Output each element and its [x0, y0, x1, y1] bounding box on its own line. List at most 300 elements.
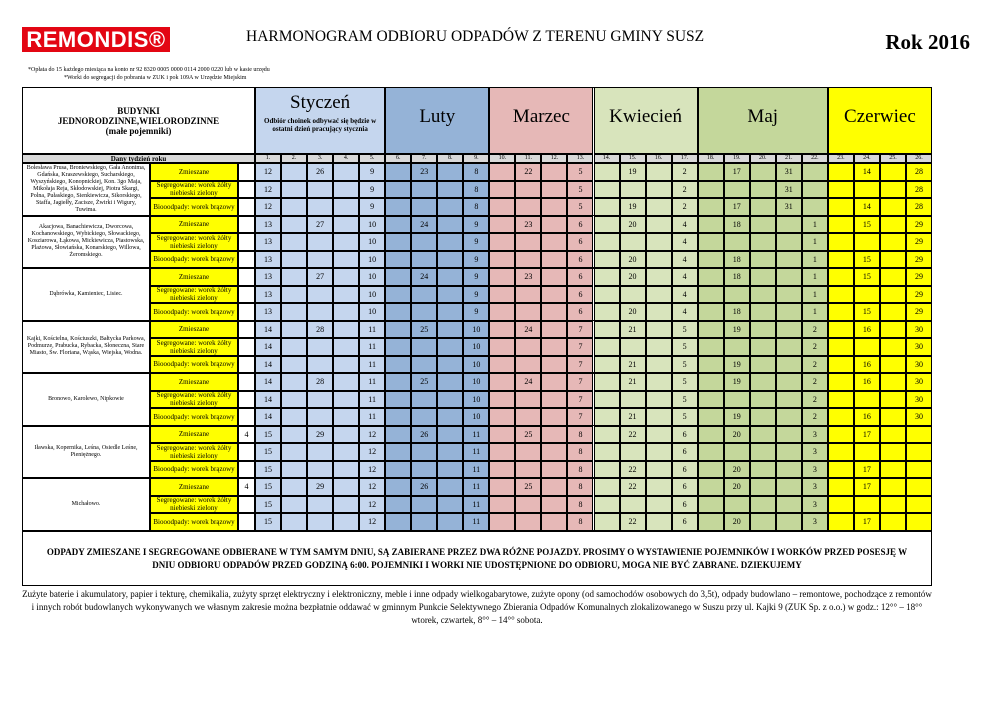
pickup-day: 20	[620, 251, 646, 269]
pickup-day	[750, 426, 776, 444]
pickup-day	[750, 496, 776, 514]
pickup-day	[411, 443, 437, 461]
pickup-day	[750, 408, 776, 426]
pickup-day: 8	[463, 181, 489, 199]
pickup-day	[646, 216, 672, 234]
pickup-day: 20	[620, 216, 646, 234]
pickup-day: 30	[906, 408, 932, 426]
pickup-day: 10	[463, 408, 489, 426]
pickup-day: 14	[255, 408, 281, 426]
group-streets: Kajki, Kościelna, Kościuszki, Bałtycka Parkowa, Podmurze, Prabucka, Rybacka, Słoneczna, Stare Miasto, Św. Floriana, Wąska, Wiejska, Wodna.	[22, 321, 150, 374]
pickup-day: 18	[724, 303, 750, 321]
pickup-day	[620, 443, 646, 461]
month-name: Czerwiec	[844, 106, 916, 127]
pickup-day: 13	[255, 303, 281, 321]
group-streets: Dąbrówka, Kamieniec, Lisiec.	[22, 268, 150, 321]
week-1-cell	[238, 356, 255, 374]
week-1-cell	[238, 233, 255, 251]
pickup-day	[776, 268, 802, 286]
pickup-day	[750, 321, 776, 339]
pickup-day: 8	[567, 496, 593, 514]
pickup-day	[437, 181, 463, 199]
pickup-day	[437, 513, 463, 531]
week-number: 7.	[411, 154, 437, 163]
pickup-day	[489, 461, 515, 479]
pickup-day: 12	[359, 443, 385, 461]
pickup-day: 9	[359, 181, 385, 199]
pickup-day	[854, 286, 880, 304]
pickup-day	[646, 268, 672, 286]
waste-type: Biooodpady: worek brązowy	[150, 461, 238, 479]
pickup-day	[437, 496, 463, 514]
pickup-day: 16	[854, 373, 880, 391]
group-streets: Akacjowa, Banachiewicza, Dworcowa, Kochanowskiego, Wybickiego, Słowackiego, Kosziarowa, Łąkowa, Mickiewicza, Piastowska, Plażowa, Słowiańska, Konarskiego, Willowa, Żeromskiego.	[22, 216, 150, 269]
pickup-day	[880, 426, 906, 444]
pickup-day: 2	[802, 373, 828, 391]
pickup-day	[281, 373, 307, 391]
pickup-day	[281, 461, 307, 479]
pickup-day	[776, 461, 802, 479]
pickup-day: 31	[776, 163, 802, 181]
pickup-day: 11	[463, 426, 489, 444]
pickup-day	[437, 478, 463, 496]
pickup-day	[620, 496, 646, 514]
pickup-day	[281, 303, 307, 321]
pickup-day	[698, 461, 724, 479]
pickup-day: 19	[724, 373, 750, 391]
pickup-day: 14	[255, 391, 281, 409]
pickup-day	[333, 373, 359, 391]
pickup-day	[750, 198, 776, 216]
pickup-day	[594, 338, 620, 356]
pickup-day	[880, 373, 906, 391]
pickup-day	[541, 216, 567, 234]
pickup-day	[385, 373, 411, 391]
pickup-day: 9	[463, 286, 489, 304]
pickup-day	[281, 496, 307, 514]
pickup-day	[698, 356, 724, 374]
pickup-day: 24	[411, 216, 437, 234]
pickup-day: 13	[255, 233, 281, 251]
pickup-day: 12	[359, 461, 385, 479]
pickup-day	[646, 198, 672, 216]
pickup-day	[333, 233, 359, 251]
pickup-day: 1	[802, 303, 828, 321]
pickup-day	[594, 496, 620, 514]
pickup-day	[776, 321, 802, 339]
pickup-day	[489, 443, 515, 461]
pickup-day	[411, 233, 437, 251]
month-header-5	[698, 87, 828, 154]
pickup-day	[620, 391, 646, 409]
waste-type: Biooodpady: worek brązowy	[150, 251, 238, 269]
pickup-day: 11	[359, 321, 385, 339]
week-1-cell	[238, 181, 255, 199]
pickup-day: 9	[463, 216, 489, 234]
pickup-day	[307, 233, 333, 251]
week-number: 15.	[620, 154, 646, 163]
pickup-day	[698, 268, 724, 286]
pickup-day: 17	[724, 198, 750, 216]
pickup-day	[906, 443, 932, 461]
pickup-day: 1	[802, 251, 828, 269]
pickup-day	[750, 478, 776, 496]
pickup-day	[385, 163, 411, 181]
pickup-day	[880, 356, 906, 374]
january-note: Odbiór choinek odbywać się będzie w ostatni dzień pracujący stycznia	[264, 117, 377, 133]
pickup-day	[385, 303, 411, 321]
schedule-table	[22, 87, 932, 532]
pickup-day	[828, 286, 854, 304]
pickup-day: 17	[854, 513, 880, 531]
week-1-cell	[238, 496, 255, 514]
pickup-day: 8	[567, 478, 593, 496]
pickup-day	[541, 496, 567, 514]
pickup-day: 2	[672, 181, 698, 199]
pickup-day	[489, 408, 515, 426]
pickup-day	[281, 356, 307, 374]
pickup-day: 6	[672, 478, 698, 496]
pickup-day: 17	[854, 461, 880, 479]
pickup-day: 10	[463, 338, 489, 356]
pickup-day	[698, 391, 724, 409]
pickup-day	[750, 251, 776, 269]
pickup-day	[828, 356, 854, 374]
month-header-2	[385, 87, 489, 154]
pickup-day	[541, 408, 567, 426]
pickup-day	[698, 286, 724, 304]
pickup-day	[333, 356, 359, 374]
pickup-day	[750, 181, 776, 199]
pickup-day	[489, 163, 515, 181]
pickup-day: 5	[567, 181, 593, 199]
pickup-day	[724, 181, 750, 199]
pickup-day	[594, 391, 620, 409]
pickup-day: 17	[854, 478, 880, 496]
pickup-day: 20	[724, 513, 750, 531]
pickup-day	[646, 478, 672, 496]
pickup-day	[541, 443, 567, 461]
pickup-day: 4	[672, 216, 698, 234]
pickup-day	[437, 233, 463, 251]
pickup-day	[333, 513, 359, 531]
pickup-day	[594, 513, 620, 531]
pickup-day	[776, 356, 802, 374]
pickup-day	[698, 513, 724, 531]
pickup-day	[411, 338, 437, 356]
pickup-day: 11	[359, 373, 385, 391]
pickup-day	[411, 303, 437, 321]
pickup-day: 13	[255, 216, 281, 234]
pickup-day	[828, 373, 854, 391]
pickup-day	[489, 198, 515, 216]
pickup-day: 29	[906, 286, 932, 304]
pickup-day	[437, 216, 463, 234]
pickup-day: 1	[802, 216, 828, 234]
pickup-day	[724, 233, 750, 251]
week-number: 20.	[750, 154, 776, 163]
pickup-day: 20	[724, 461, 750, 479]
week-number: 1.	[255, 154, 281, 163]
page-title: HARMONOGRAM ODBIORU ODPADÓW Z TERENU GMINY SUSZ	[246, 28, 705, 45]
pickup-day: 14	[854, 163, 880, 181]
pickup-day	[724, 391, 750, 409]
pickup-day: 14	[255, 373, 281, 391]
pickup-day: 1	[802, 233, 828, 251]
pickup-day	[646, 251, 672, 269]
pickup-day	[333, 216, 359, 234]
week-number: 12.	[541, 154, 567, 163]
pickup-day: 11	[463, 496, 489, 514]
pickup-day	[411, 513, 437, 531]
pickup-day: 10	[463, 356, 489, 374]
waste-type: Segregowane: worek żółty niebieski zielony	[150, 496, 238, 514]
pickup-day	[906, 478, 932, 496]
pickup-day	[646, 426, 672, 444]
pickup-day	[750, 391, 776, 409]
pickup-day: 12	[359, 426, 385, 444]
pickup-day	[489, 426, 515, 444]
pickup-day: 23	[515, 268, 541, 286]
pickup-day	[594, 216, 620, 234]
group-streets: Bronowo, Karolewo, Nipkowie	[22, 373, 150, 426]
pickup-day	[515, 513, 541, 531]
pickup-day	[750, 163, 776, 181]
year-label: Rok 2016	[885, 30, 970, 54]
pickup-day	[385, 356, 411, 374]
pickup-day	[541, 303, 567, 321]
pickup-day	[750, 461, 776, 479]
pickup-day: 26	[411, 426, 437, 444]
pickup-day: 5	[672, 408, 698, 426]
pickup-day	[698, 373, 724, 391]
pickup-day	[515, 356, 541, 374]
pickup-day	[489, 268, 515, 286]
pickup-day: 12	[255, 181, 281, 199]
pickup-day: 20	[620, 303, 646, 321]
pickup-day	[828, 443, 854, 461]
pickup-day: 14	[255, 321, 281, 339]
pickup-day: 6	[567, 216, 593, 234]
pickup-day	[515, 443, 541, 461]
pickup-day: 6	[567, 286, 593, 304]
pickup-day: 12	[359, 496, 385, 514]
pickup-day: 3	[802, 426, 828, 444]
pickup-day: 17	[724, 163, 750, 181]
pickup-day	[489, 356, 515, 374]
pickup-day: 2	[802, 356, 828, 374]
pickup-day: 8	[567, 461, 593, 479]
pickup-day	[880, 163, 906, 181]
pickup-day: 5	[672, 373, 698, 391]
pickup-day	[515, 286, 541, 304]
pickup-day	[646, 286, 672, 304]
pickup-day	[698, 408, 724, 426]
pickup-day	[698, 181, 724, 199]
pickup-day: 18	[724, 216, 750, 234]
waste-type: Biooodpady: worek brązowy	[150, 303, 238, 321]
pickup-day	[489, 478, 515, 496]
month-name: Maj	[747, 106, 779, 127]
pickup-day	[828, 216, 854, 234]
pickup-day: 9	[463, 303, 489, 321]
pickup-day: 25	[515, 426, 541, 444]
pickup-day: 19	[724, 408, 750, 426]
pickup-day: 9	[359, 198, 385, 216]
pickup-day	[489, 513, 515, 531]
pickup-day: 16	[854, 321, 880, 339]
pickup-day: 30	[906, 373, 932, 391]
pickup-day	[333, 496, 359, 514]
pickup-day	[385, 251, 411, 269]
pickup-day: 8	[463, 198, 489, 216]
pickup-day	[646, 233, 672, 251]
pickup-day	[437, 198, 463, 216]
week-number: 5.	[359, 154, 385, 163]
pickup-day: 22	[620, 426, 646, 444]
pickup-day	[515, 391, 541, 409]
pickup-day: 30	[906, 321, 932, 339]
pickup-day: 31	[776, 181, 802, 199]
pickup-day	[906, 496, 932, 514]
week-1-cell	[238, 286, 255, 304]
pickup-day	[281, 426, 307, 444]
pickup-day	[620, 233, 646, 251]
pickup-day	[307, 338, 333, 356]
pickup-day	[750, 373, 776, 391]
pickup-day: 10	[359, 268, 385, 286]
waste-type: Biooodpady: worek brązowy	[150, 356, 238, 374]
pickup-day: 7	[567, 356, 593, 374]
waste-type: Zmieszane	[150, 321, 238, 339]
pickup-day	[880, 303, 906, 321]
pickup-day	[646, 338, 672, 356]
pickup-day	[828, 198, 854, 216]
pickup-day	[515, 233, 541, 251]
pickup-day	[281, 198, 307, 216]
pickup-day: 29	[307, 478, 333, 496]
pickup-day: 6	[672, 496, 698, 514]
pickup-day	[541, 268, 567, 286]
pickup-day	[828, 496, 854, 514]
waste-type: Zmieszane	[150, 163, 238, 181]
pickup-day: 11	[359, 338, 385, 356]
pickup-day	[828, 163, 854, 181]
pickup-day	[385, 478, 411, 496]
pickup-day: 2	[672, 198, 698, 216]
pickup-day	[281, 268, 307, 286]
footer-info: Zużyte baterie i akumulatory, papier i tekturę, chemikalia, zużyty sprzęt elektryczny i elektroniczny, meble i inne odpady wielkogabarytowe, zużyte opony (od samochodów osobowych do 3,5t), odpady budowlano – remontowe, pochodzące z remontów i innych robót budowlanych wykonywanych we własnym zakresie można bezpłatnie oddawać w gminnym Punkcie Selektywnego Zbierania Odpadów Komunalnych zlokalizowanego w Suszu przy ul. Kajki 9 (ZUK Sp. z o.o.) w godz.: 12°° – 18°° wtorek, czwartek, 8°° – 14°° sobota.	[22, 589, 932, 625]
month-header-3	[489, 87, 593, 154]
week-1-cell: 4	[238, 426, 255, 444]
pickup-day: 4	[672, 233, 698, 251]
waste-type: Segregowane: worek żółty niebieski zielony	[150, 181, 238, 199]
pickup-day	[541, 181, 567, 199]
pickup-day	[411, 391, 437, 409]
pickup-day	[489, 373, 515, 391]
pickup-day: 18	[724, 268, 750, 286]
pickup-day	[880, 461, 906, 479]
pickup-day: 30	[906, 391, 932, 409]
pickup-day	[541, 356, 567, 374]
pickup-day: 12	[359, 478, 385, 496]
pickup-day: 7	[567, 373, 593, 391]
group-streets: Bolesława Prusa, Broniewskiego, Gała Anonima, Gdańska, Kraszewskiego, Sucharskiego, Wyszyńskiego, Konopnickiej, Kon. 3go Maja, Mikołaja Reja, Skłodowskiej, Piotra Skargi, Polna, Pułaskiego, Sienkiewicza, Sikorskiego, Staffa, Jagiełły, Zacisze, Żwirki i Wigury, Tuwima.	[22, 163, 150, 216]
payment-notes	[28, 66, 270, 82]
pickup-day	[776, 373, 802, 391]
pickup-day	[646, 391, 672, 409]
pickup-day: 4	[672, 286, 698, 304]
pickup-day: 22	[620, 461, 646, 479]
pickup-day	[828, 461, 854, 479]
pickup-day	[437, 373, 463, 391]
week-number: 4.	[333, 154, 359, 163]
pickup-day	[594, 163, 620, 181]
week-1-cell	[238, 338, 255, 356]
pickup-day	[776, 286, 802, 304]
pickup-day	[515, 303, 541, 321]
waste-type: Segregowane: worek żółty niebieski zielony	[150, 391, 238, 409]
pickup-day	[750, 356, 776, 374]
week-1-cell: 4	[238, 478, 255, 496]
pickup-day	[437, 338, 463, 356]
pickup-day: 8	[567, 426, 593, 444]
pickup-day: 5	[672, 356, 698, 374]
week-number: 25.	[880, 154, 906, 163]
pickup-day	[333, 391, 359, 409]
pickup-day: 6	[672, 443, 698, 461]
pickup-day	[411, 408, 437, 426]
pickup-day	[541, 373, 567, 391]
pickup-day: 4	[672, 268, 698, 286]
pickup-day	[489, 251, 515, 269]
week-1-cell	[238, 198, 255, 216]
pickup-day: 15	[255, 496, 281, 514]
pickup-day: 29	[307, 426, 333, 444]
pickup-day	[489, 233, 515, 251]
pickup-day: 13	[255, 251, 281, 269]
pickup-day	[828, 303, 854, 321]
pickup-day	[620, 286, 646, 304]
pickup-day: 9	[359, 163, 385, 181]
pickup-day: 26	[411, 478, 437, 496]
pickup-day: 10	[359, 251, 385, 269]
pickup-day: 21	[620, 321, 646, 339]
pickup-day	[385, 391, 411, 409]
pickup-day: 2	[672, 163, 698, 181]
pickup-day: 27	[307, 216, 333, 234]
pickup-day	[776, 408, 802, 426]
pickup-day: 28	[906, 163, 932, 181]
pickup-day: 28	[906, 198, 932, 216]
week-1-cell	[238, 321, 255, 339]
month-header-4	[594, 87, 698, 154]
pickup-day: 30	[906, 338, 932, 356]
pickup-day: 22	[620, 478, 646, 496]
pickup-day: 21	[620, 408, 646, 426]
pickup-day: 2	[802, 408, 828, 426]
pickup-day	[698, 163, 724, 181]
pickup-day	[541, 478, 567, 496]
pickup-day	[698, 478, 724, 496]
pickup-day	[854, 181, 880, 199]
pickup-day	[307, 198, 333, 216]
pickup-day	[385, 321, 411, 339]
pickup-day	[620, 338, 646, 356]
pickup-day	[437, 163, 463, 181]
pickup-day	[646, 356, 672, 374]
pickup-day	[646, 443, 672, 461]
